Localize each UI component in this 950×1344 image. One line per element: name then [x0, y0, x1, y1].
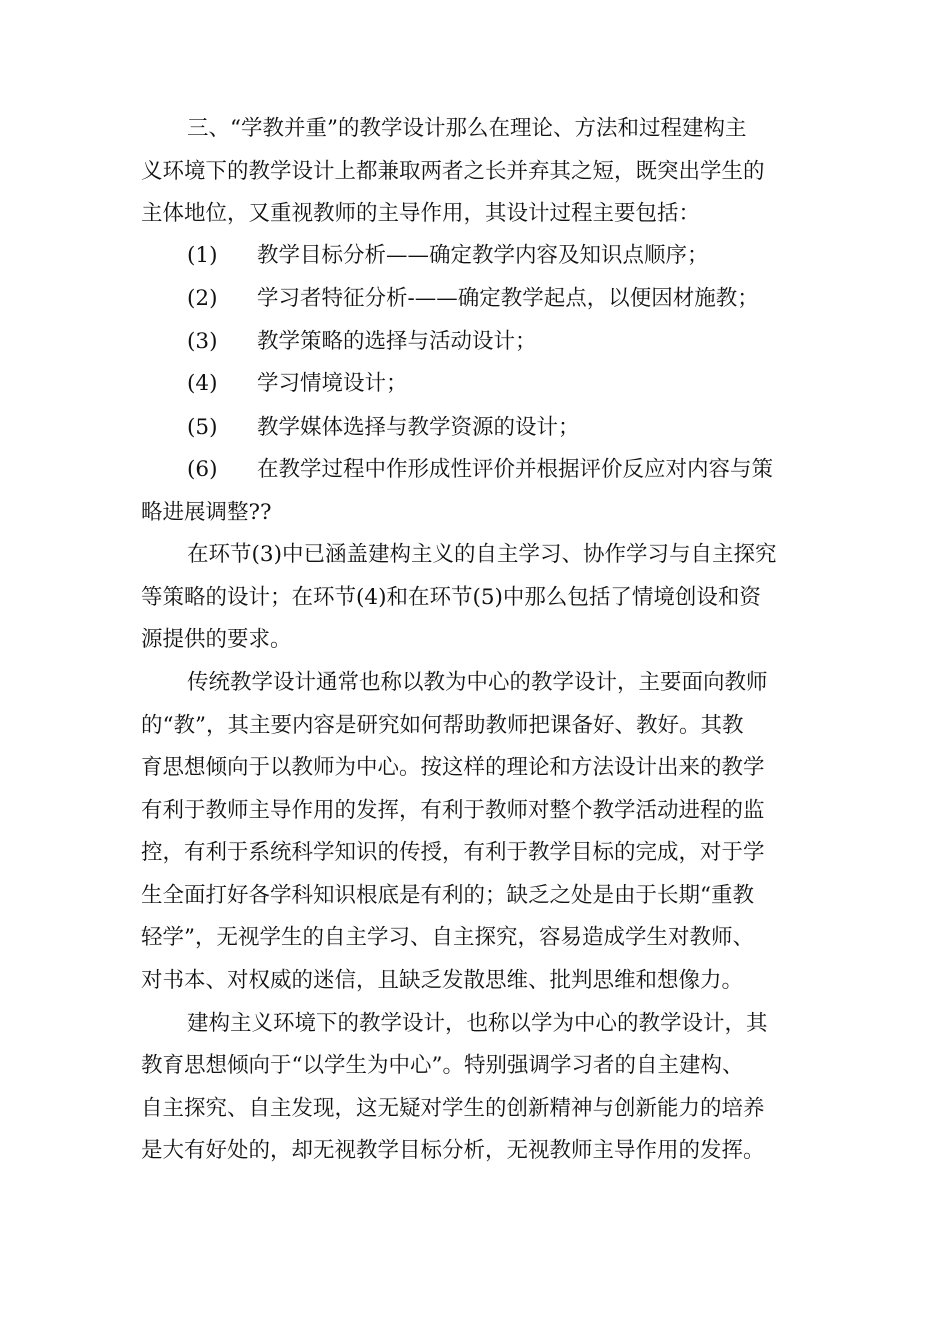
list-item-2-text: 学习者特征分析-——确定教学起点，以便因材施教；	[257, 286, 759, 311]
paragraph-3-line-6: 生全面打好各学科知识根底是有利的；缺乏之处是由于长期“重教	[141, 883, 754, 908]
list-item-5-text: 教学媒体选择与教学资源的设计；	[257, 415, 580, 440]
paragraph-3-line-2: 的“教”，其主要内容是研究如何帮助教师把课备好、教好。其教	[141, 713, 744, 738]
paragraph-3-line-4: 有利于教师主导作用的发挥，有利于教师对整个教学活动进程的监	[141, 798, 765, 823]
list-item-4-number: (4)	[187, 371, 218, 396]
paragraph-3-line-7: 轻学”，无视学生的自主学习、自主探究，容易造成学生对教师、	[141, 925, 754, 950]
list-item-5-number: (5)	[187, 415, 218, 440]
list-item-1-text: 教学目标分析——确定教学内容及知识点顺序；	[257, 243, 709, 268]
list-item-6-continuation: 略进展调整??	[141, 500, 272, 525]
paragraph-1-line-1: 三、“学教并重”的教学设计那么在理论、方法和过程建构主	[187, 116, 747, 141]
paragraph-3-line-8: 对书本、对权威的迷信，且缺乏发散思维、批判思维和想像力。	[141, 968, 744, 993]
list-item-3-number: (3)	[187, 329, 218, 354]
paragraph-1-line-2: 义环境下的教学设计上都兼取两者之长并弃其之短，既突出学生的	[141, 159, 765, 184]
list-item-6-text: 在教学过程中作形成性评价并根据评价反应对内容与策	[257, 457, 774, 482]
paragraph-2-line-2: 等策略的设计；在环节(4)和在环节(5)中那么包括了情境创设和资	[141, 585, 761, 610]
paragraph-1-line-3: 主体地位，又重视教师的主导作用，其设计过程主要包括：	[141, 201, 701, 226]
paragraph-4-line-1: 建构主义环境下的教学设计，也称以学为中心的教学设计，其	[187, 1011, 768, 1036]
paragraph-4-line-4: 是大有好处的，却无视教学目标分析，无视教师主导作用的发挥。	[141, 1138, 765, 1163]
list-item-2-number: (2)	[187, 286, 218, 311]
list-item-1-number: (1)	[187, 243, 218, 268]
list-item-6-number: (6)	[187, 457, 218, 482]
paragraph-3-line-5: 控，有利于系统科学知识的传授，有利于教学目标的完成，对于学	[141, 840, 765, 865]
paragraph-3-line-1: 传统教学设计通常也称以教为中心的教学设计，主要面向教师	[187, 670, 768, 695]
paragraph-2-line-3: 源提供的要求。	[141, 627, 292, 652]
paragraph-4-line-2: 教育思想倾向于“以学生为中心”。特别强调学习者的自主建构、	[141, 1053, 744, 1078]
paragraph-3-line-3: 育思想倾向于以教师为中心。按这样的理论和方法设计出来的教学	[141, 755, 765, 780]
list-item-3-text: 教学策略的选择与活动设计；	[257, 329, 537, 354]
paragraph-4-line-3: 自主探究、自主发现，这无疑对学生的创新精神与创新能力的培养	[141, 1096, 765, 1121]
list-item-4-text: 学习情境设计；	[257, 371, 408, 396]
paragraph-2-line-1: 在环节(3)中已涵盖建构主义的自主学习、协作学习与自主探究	[187, 542, 777, 567]
